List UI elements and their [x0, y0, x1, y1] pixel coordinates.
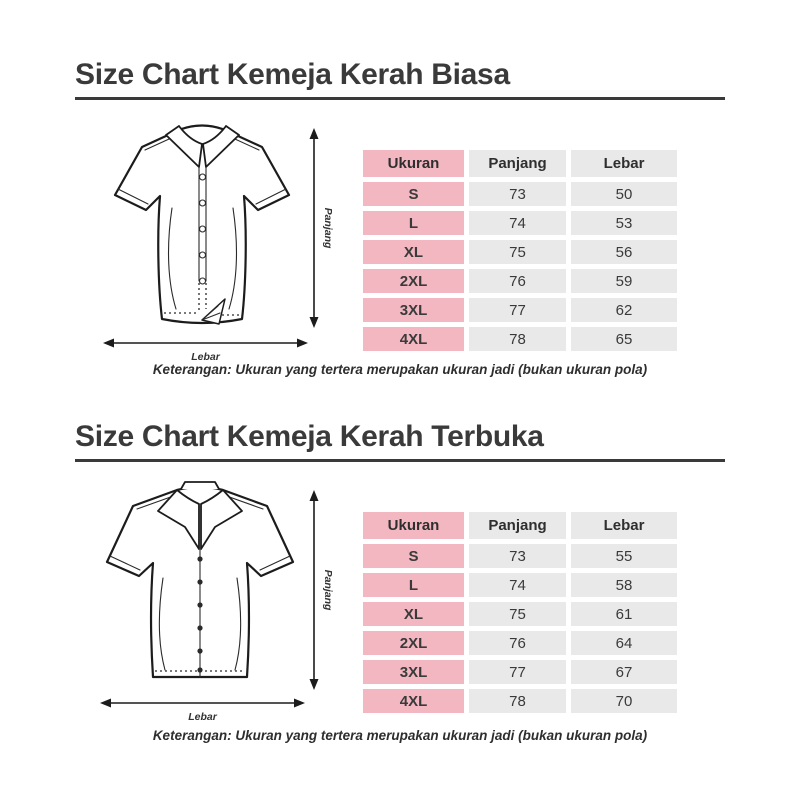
lebar-value: 55 — [571, 544, 677, 568]
shirt-figure-kerah-biasa — [100, 113, 350, 368]
lebar-dimension-arrow — [103, 336, 308, 350]
table-row — [363, 573, 677, 597]
section-title-kerah-terbuka: Size Chart Kemeja Kerah Terbuka — [75, 420, 544, 453]
lebar-dimension-arrow — [100, 696, 305, 710]
table-row — [363, 689, 677, 713]
title-underline — [75, 97, 725, 100]
title-underline — [75, 459, 725, 462]
size-value: 4XL — [363, 327, 464, 351]
lebar-value: 58 — [571, 573, 677, 597]
shirt-illustration-kerah-terbuka — [95, 478, 305, 703]
table-row — [363, 327, 677, 351]
size-value: L — [363, 211, 464, 235]
panjang-dimension-arrow — [307, 490, 321, 690]
col-header-lebar: Lebar — [571, 150, 677, 177]
panjang-dimension-arrow — [307, 128, 321, 328]
keterangan-note: Keterangan: Ukuran yang tertera merupakan ukuran jadi (bukan ukuran pola) — [152, 728, 648, 743]
table-row — [363, 602, 677, 626]
panjang-label: Panjang — [322, 569, 334, 611]
panjang-value: 75 — [469, 240, 566, 264]
col-header-lebar: Lebar — [571, 512, 677, 539]
size-value: XL — [363, 240, 464, 264]
size-value: 3XL — [363, 660, 464, 684]
panjang-value: 76 — [469, 269, 566, 293]
lebar-value: 64 — [571, 631, 677, 655]
col-header-panjang: Panjang — [469, 512, 566, 539]
lebar-value: 59 — [571, 269, 677, 293]
panjang-value: 78 — [469, 689, 566, 713]
panjang-value: 76 — [469, 631, 566, 655]
shirt-illustration-kerah-biasa — [100, 113, 305, 338]
panjang-value: 74 — [469, 573, 566, 597]
table-row — [363, 269, 677, 293]
panjang-value: 77 — [469, 660, 566, 684]
table-row — [363, 631, 677, 655]
lebar-value: 67 — [571, 660, 677, 684]
size-table-kerah-biasa — [358, 145, 682, 356]
table-row — [363, 182, 677, 206]
size-value: S — [363, 544, 464, 568]
table-row — [363, 660, 677, 684]
size-table-kerah-terbuka — [358, 507, 682, 718]
keterangan-note: Keterangan: Ukuran yang tertera merupakan ukuran jadi (bukan ukuran pola) — [152, 362, 648, 377]
panjang-value: 77 — [469, 298, 566, 322]
panjang-label: Panjang — [322, 207, 334, 249]
lebar-value: 61 — [571, 602, 677, 626]
size-value: L — [363, 573, 464, 597]
lebar-label: Lebar — [191, 351, 220, 363]
panjang-value: 73 — [469, 544, 566, 568]
size-value: 2XL — [363, 631, 464, 655]
col-header-panjang: Panjang — [469, 150, 566, 177]
table-row — [363, 544, 677, 568]
size-value: 4XL — [363, 689, 464, 713]
size-value: 3XL — [363, 298, 464, 322]
lebar-value: 70 — [571, 689, 677, 713]
panjang-value: 75 — [469, 602, 566, 626]
size-value: S — [363, 182, 464, 206]
panjang-value: 73 — [469, 182, 566, 206]
lebar-value: 53 — [571, 211, 677, 235]
panjang-value: 74 — [469, 211, 566, 235]
section-title-kerah-biasa: Size Chart Kemeja Kerah Biasa — [75, 58, 510, 91]
panjang-value: 78 — [469, 327, 566, 351]
table-header-row — [363, 150, 677, 177]
lebar-value: 56 — [571, 240, 677, 264]
table-row — [363, 240, 677, 264]
lebar-value: 65 — [571, 327, 677, 351]
size-value: 2XL — [363, 269, 464, 293]
lebar-label: Lebar — [188, 711, 217, 723]
table-header-row — [363, 512, 677, 539]
shirt-figure-kerah-terbuka — [95, 478, 350, 733]
lebar-value: 50 — [571, 182, 677, 206]
col-header-ukuran: Ukuran — [363, 150, 464, 177]
size-value: XL — [363, 602, 464, 626]
table-row — [363, 298, 677, 322]
table-row — [363, 211, 677, 235]
col-header-ukuran: Ukuran — [363, 512, 464, 539]
lebar-value: 62 — [571, 298, 677, 322]
